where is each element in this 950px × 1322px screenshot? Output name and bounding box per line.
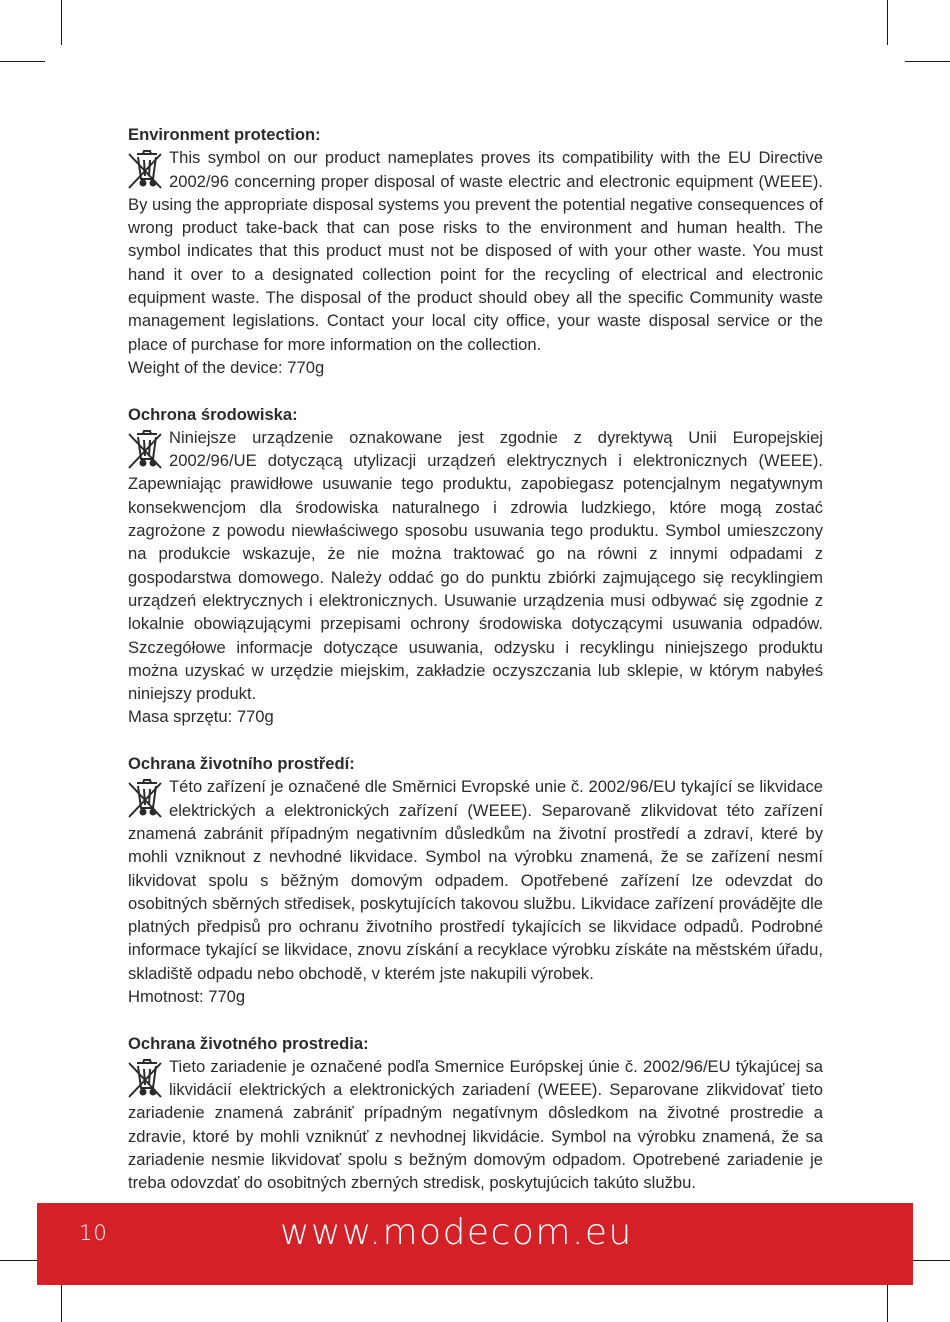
section-body: Této zařízení je označené dle Směrnici Evropské unie č. 2002/96/EU tykající se likvidace elektrických a elektronických zařízení (WEEE). Separovaně zlikvidovat této zařízení znamená zabránit případným negativním důsledkům na životní prostředí a zdraví, které by mohli vzniknout z nevhodné likvidace. Symbol na výrobku znamená, že se zařízení nesmí likvidovat spolu s běžným domovým odpadem. Opotřebené zařízení lze odevzdat do osobitných sběrných středisek, poskytujících takovou službu. Likvidace zařízení provádějte dle platných předpisů pro ochranu životního prostředí tykajících se likvidace odpadů. Podrobné informace tykající se likvidace, znovu získání a recyklace výrobku získáte na městském úřadu, skladiště odpadu nebo obchodě, v kterém jste nakupili výrobek.: [128, 777, 823, 983]
crop-mark: [905, 61, 950, 62]
section-heading: Ochrona środowiska:: [128, 404, 298, 424]
section-body: Tieto zariadenie je označené podľa Smernice Európskej únie č. 2002/96/EU týkajúcej sa likvidácií elektrických a elektronických zariadení (WEEE). Separovane zlikvidovať tieto zariadenie znamená zabrániť prípadným negatívnym dôsledkom na životné prostredie a zdravie, ktoré by mohli vzniknúť z nevhodnej likvidácie. Symbol na výrobku znamená, že sa zariadenie nesmie likvidovať spolu s bežným domovým odpadom. Opotrebené zariadenie je treba odovzdať do osobitných zberných stredisk, poskytujúcich takúto službu.: [128, 1056, 823, 1193]
section-heading: Ochrana životního prostředí:: [128, 754, 355, 774]
crop-mark: [61, 0, 62, 45]
crossed-bin-icon: [126, 149, 163, 190]
section-body: Niniejsze urządzenie oznakowane jest zgodnie z dyrektywą Unii Europejskiej 2002/96/UE dotyczącą utylizacji urządzeń elektrycznych i elektronicznych (WEEE). Zapewniając prawidłowe usuwanie tego produktu, zapobiegasz potencjalnym negatywnym konsekwencjom dla środowiska naturalnego i zdrowia ludzkiego, które mogą zostać zagrożone z powodu niewłaściwego sposobu usuwania tego produktu. Symbol umieszczony na produkcie wskazuje, że nie można traktować go na równi z innymi odpadami z gospodarstwa domowego. Należy oddać go do punktu zbiórki zajmującego się recyklingiem urządzeń elektrycznych i elektronicznych. Usuwanie urządzenia musi odbywać się zgodnie z lokalnie obowiązującymi przepisami ochrony środowiska dotyczącymi usuwania odpadów. Szczegółowe informacje dotyczące usuwania, odzysku i recyklingu niniejszego produktu można uzyskać w urzędzie miejskim, zakładzie oczyszczania lub sklepie, w którym nabyłeś niniejszy produkt.: [128, 427, 823, 704]
crop-mark: [0, 61, 45, 62]
section-english: [128, 123, 823, 379]
section-czech: [128, 752, 823, 1008]
device-weight: Masa sprzętu: 770g: [128, 707, 274, 727]
section-polish: [128, 403, 823, 729]
crossed-bin-icon: [126, 429, 163, 470]
section-slovak: [128, 1032, 823, 1195]
device-weight: Hmotnost: 770g: [128, 986, 246, 1006]
section-heading: Ochrana životného prostredia:: [128, 1033, 369, 1053]
website-url: www.modecom.eu: [280, 1212, 633, 1253]
crop-mark: [887, 0, 888, 45]
footer-bar: [37, 1203, 913, 1285]
crossed-bin-icon: [126, 778, 163, 819]
device-weight: Weight of the device: 770g: [128, 357, 325, 377]
page-number: 10: [79, 1221, 108, 1245]
section-heading: Environment protection:: [128, 125, 321, 144]
document-body: [128, 123, 823, 1218]
crossed-bin-icon: [126, 1058, 163, 1099]
section-body: This symbol on our product nameplates proves its compatibility with the EU Directive 2002/96 concerning proper disposal of waste electric and electronic equipment (WEEE). By using the appropriate disposal systems you prevent the potential negative consequences of wrong product take-back that can pose risks to the environment and human health. The symbol indicates that this product must not be disposed of with your other waste. You must hand it over to a designated collection point for the recycling of electrical and electronic equipment waste. The disposal of the product should obey all the specific Community waste management legislations. Contact your local city office, your waste disposal service or the place of purchase for more information on the collection.: [128, 148, 823, 354]
